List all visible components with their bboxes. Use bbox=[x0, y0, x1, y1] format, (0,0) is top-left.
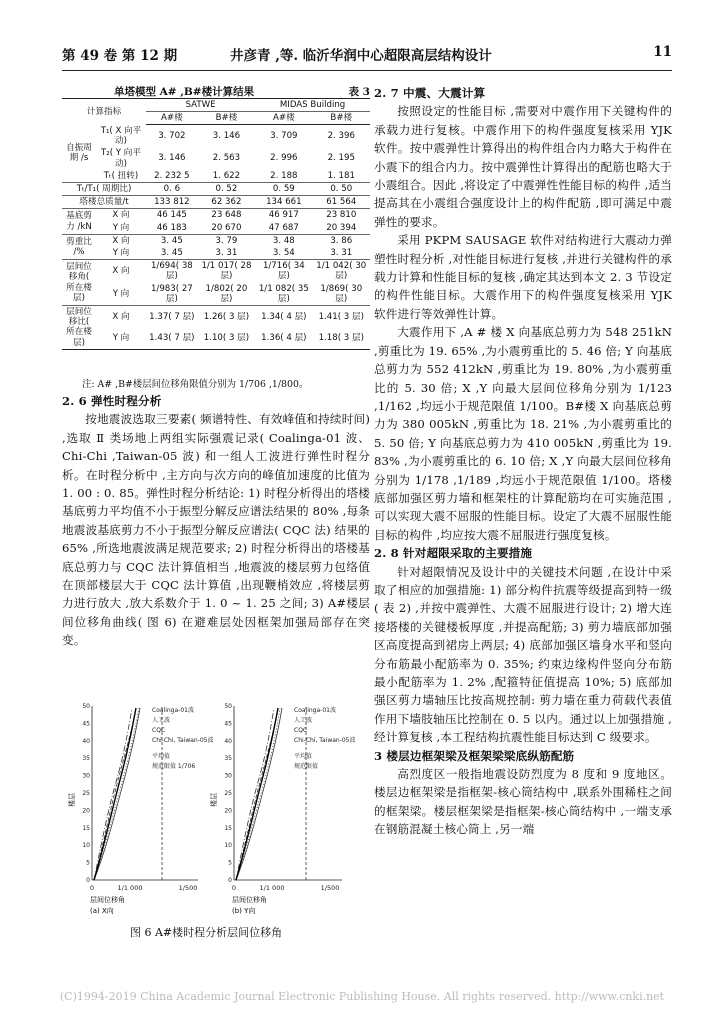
row-period-group: 自振周期 /s bbox=[62, 125, 96, 183]
cell: 3. 146 bbox=[212, 131, 241, 142]
ytick-label: 15 bbox=[224, 824, 232, 832]
ytick-label: 10 bbox=[82, 842, 90, 850]
cell: 1.43( 7 层) bbox=[146, 327, 198, 349]
dir-x: X 向 bbox=[112, 311, 130, 322]
cell: 1.36( 4 层) bbox=[255, 327, 312, 349]
cell: 3. 86 bbox=[330, 235, 353, 246]
cell: 1. 622 bbox=[198, 170, 255, 183]
header-rule bbox=[62, 70, 672, 71]
cell: 1/716( 34 层) bbox=[262, 261, 305, 282]
svg-text:CQC: CQC bbox=[152, 727, 166, 734]
cell: 1. 181 bbox=[313, 170, 370, 183]
dir-y: Y 向 bbox=[96, 247, 146, 260]
right-column bbox=[374, 84, 672, 839]
cell: 1.37( 7 层) bbox=[149, 311, 195, 322]
svg-text:规范限值: 规范限值 bbox=[294, 763, 319, 770]
cell: 2. 996 bbox=[270, 153, 298, 164]
cell: 1/802( 20 层) bbox=[198, 283, 255, 306]
cell: 133 812 bbox=[146, 196, 198, 209]
cell: 3. 45 bbox=[146, 247, 198, 260]
cell: 0. 6 bbox=[146, 182, 198, 195]
th-satwe: SATWE bbox=[146, 99, 255, 112]
th-b1: B#楼 bbox=[198, 112, 255, 125]
cell: 3. 31 bbox=[313, 247, 370, 260]
cell: 3. 48 bbox=[272, 235, 295, 246]
cell: 1.18( 3 层) bbox=[313, 327, 370, 349]
row-t1: T₁( X 向平动) bbox=[100, 125, 142, 147]
row-drift: 层间位移角( 所在楼层) bbox=[62, 260, 96, 306]
curve-chichi-b bbox=[236, 708, 274, 880]
cell: 23 648 bbox=[211, 210, 242, 221]
ytick-label: 5 bbox=[228, 859, 232, 867]
cell: 61 564 bbox=[313, 196, 370, 209]
cell: 46 145 bbox=[156, 210, 187, 221]
ytick-label: 0 bbox=[86, 877, 90, 884]
cell: 1/1 082( 35 层) bbox=[255, 283, 312, 306]
subplot-a bbox=[67, 703, 214, 915]
cell: 3. 79 bbox=[215, 235, 238, 246]
svg-text:Chi-Chi, Taiwan-05波: Chi-Chi, Taiwan-05波 bbox=[294, 737, 356, 744]
ytick-label: 45 bbox=[224, 720, 232, 728]
dir-x: X 向 bbox=[112, 210, 130, 221]
table-note: 注: A# ,B#楼层间位移角限值分别为 1/706 ,1/800。 bbox=[82, 379, 309, 390]
section-2-6-body: 按地震波选取三要素( 频谱特性、有效峰值和持续时间) ,选取 Ⅱ 类场地上两组实际强震记录( Coalinga-01 波、Chi-Chi ,Taiwan-05 波) 和一组人工波进行弹性时程分析。在时程分析中 ,主方向与次方向的峰值加速度的比值为 1. 00 : 0. 85。弹性时程分析结论: 1) 时程分析得出的塔楼基底剪力平均值不小于振型分解反应谱法结果的 80% ,每条地震波基底剪力不小于振型分解反应谱法( CQC 法) 结果的 65% ,所选地震波满足规范要求; 2) 时程分析得出的塔楼基底总剪力与 CQC 法计算值相当 ,地震波的楼层剪力包络值在顶部楼层大于 CQC 法计算值 ,出现鞭梢效应 ,将楼层剪力进行放大 ,放大系数介于 1. 0 ~ 1. 25 之间; 3) A#楼层间位移角曲线( 图 6) 在避难层处因框架加强局部存在突变。 bbox=[62, 412, 370, 648]
cell: 0. 59 bbox=[255, 182, 312, 195]
ytick-label: 30 bbox=[224, 772, 232, 780]
svg-text:1/1 000: 1/1 000 bbox=[117, 884, 143, 892]
subcaption-b: (b) Y向 bbox=[232, 907, 256, 915]
row-t2: T₂( Y 向平动) bbox=[101, 148, 141, 169]
ytick-label: 0 bbox=[228, 877, 232, 884]
ytick-label: 40 bbox=[82, 737, 90, 745]
table-caption bbox=[114, 84, 370, 99]
svg-text:Coalinga-01波: Coalinga-01波 bbox=[152, 707, 194, 714]
journal-volume: 第 49 卷 第 12 期 bbox=[62, 48, 178, 64]
left-column bbox=[62, 392, 370, 650]
section-2-8-heading: 2. 8 针对超限采取的主要措施 bbox=[374, 546, 533, 561]
table-number: 表 3 bbox=[348, 86, 370, 98]
cell: 23 810 bbox=[326, 210, 357, 221]
ytick-label: 25 bbox=[82, 790, 90, 797]
cell: 3. 146 bbox=[158, 153, 186, 164]
cell: 134 661 bbox=[255, 196, 312, 209]
cell: 62 362 bbox=[198, 196, 255, 209]
row-ratio: Tₜ/T₁( 周期比) bbox=[62, 182, 146, 195]
cell: 1/983( 27 层) bbox=[146, 283, 198, 306]
row-disp-ratio: 层间位移比( 所在楼层) bbox=[62, 305, 96, 349]
xlabel-b: 层间位移角 bbox=[232, 896, 267, 904]
ytick-label: 50 bbox=[224, 703, 232, 710]
ytick-label: 25 bbox=[224, 790, 232, 797]
th-a2: A#楼 bbox=[255, 112, 312, 125]
yticks-b bbox=[224, 703, 232, 884]
page-number: 11 bbox=[653, 44, 672, 60]
cell: 2. 396 bbox=[327, 131, 355, 142]
figure-6 bbox=[66, 700, 366, 920]
ytick-label: 10 bbox=[224, 842, 232, 850]
cell: 3. 31 bbox=[198, 247, 255, 260]
cell: 3. 702 bbox=[158, 131, 186, 142]
legend-b bbox=[294, 706, 356, 770]
cell: 2. 232 5 bbox=[146, 170, 198, 183]
cell: 2. 195 bbox=[327, 153, 355, 164]
cell: 2. 563 bbox=[212, 153, 241, 164]
cell: 3. 45 bbox=[160, 235, 183, 246]
section-2-6-heading: 2. 6 弹性时程分析 bbox=[62, 394, 162, 408]
svg-text:1/500: 1/500 bbox=[178, 884, 198, 892]
section-2-7-para-3: 大震作用下 ,A # 楼 X 向基底总剪力为 548 251kN ,剪重比为 19. 65% ,为小震剪重比的 5. 46 倍; Y 向基底总剪力为 552 412kN ,剪重比为 19. 80% ,为小震剪重比的 5. 30 倍; X ,Y 向最大层间位移角分别为 1/123 ,1/162 ,均远小于规范限值 1/100。B#楼 X 向基底总剪力为 380 005kN ,剪重比为 18. 21% ,为小震剪重比的 5. 50 倍; Y 向基底总剪力为 410 005kN ,剪重比为 19. 83% ,为小震剪重比的 6. 10 倍; X ,Y 向最大层间位移角分别为 1/178 ,1/189 ,均远小于规范限值 1/100。塔楼底部加强区剪力墙和框架柱的计算配筋均在可实施范围 ,可以实现大震不屈服的性能目标。设定了大震不屈服性能目标的构件 ,均应按大震不屈服进行强度复核。 bbox=[374, 325, 672, 542]
figure-caption: 图 6 A#楼时程分析层间位移角 bbox=[130, 926, 283, 939]
ylabel-b: 楼层 bbox=[210, 793, 218, 807]
curve-chichi-a bbox=[94, 708, 132, 880]
ytick-label: 45 bbox=[82, 720, 90, 728]
running-title: 井彦青 ,等. 临沂华润中心超限高层结构设计 bbox=[230, 48, 492, 64]
ytick-label: 35 bbox=[224, 755, 232, 763]
ytick-label: 30 bbox=[82, 772, 90, 780]
cell: 46 917 bbox=[268, 210, 299, 221]
ytick-label: 35 bbox=[82, 755, 90, 763]
cell: 3. 709 bbox=[270, 131, 298, 142]
cell: 1.41( 3 层) bbox=[318, 311, 364, 322]
section-3-body: 高烈度区一般指地震设防烈度为 8 度和 9 度地区。楼层边框架梁是指框架-核心筒结构中 ,联系外围稀柱之间的框架梁。楼层框架梁是指框架-核心筒结构中 ,一端支承在钢筋混凝土核心筒上 ,另一端 bbox=[374, 767, 672, 837]
ytick-label: 5 bbox=[86, 859, 90, 867]
results-table bbox=[62, 98, 370, 350]
svg-text:0: 0 bbox=[231, 884, 237, 892]
ytick-label: 15 bbox=[82, 824, 90, 832]
dir-y: Y 向 bbox=[96, 222, 146, 235]
cell: 20 670 bbox=[198, 222, 255, 235]
row-mass: 塔楼总质量/t bbox=[62, 196, 146, 209]
ylabel-a: 楼层 bbox=[68, 793, 76, 807]
cell: 0. 50 bbox=[313, 182, 370, 195]
cell: 1/1 042( 30 层) bbox=[316, 261, 367, 282]
svg-text:平均值: 平均值 bbox=[294, 753, 313, 760]
section-2-7-heading: 2. 7 中震、大震计算 bbox=[374, 86, 486, 100]
cell: 46 183 bbox=[146, 222, 198, 235]
yticks-a bbox=[82, 703, 90, 884]
xticks-a bbox=[90, 884, 197, 892]
svg-text:0: 0 bbox=[89, 884, 95, 892]
cell: 3. 54 bbox=[255, 247, 312, 260]
svg-text:Chi-Chi, Taiwan-05波: Chi-Chi, Taiwan-05波 bbox=[152, 737, 214, 744]
svg-text:平均值: 平均值 bbox=[152, 753, 171, 760]
ytick-label: 20 bbox=[224, 807, 232, 815]
svg-text:规范限值 1/706: 规范限值 1/706 bbox=[152, 763, 196, 770]
svg-text:1/1 000: 1/1 000 bbox=[259, 884, 285, 892]
section-3-heading: 3 楼层边框架梁及框架梁梁底纵筋配筋 bbox=[374, 748, 575, 763]
row-t3: Tₜ( 扭转) bbox=[96, 170, 146, 183]
dir-y: Y 向 bbox=[96, 327, 146, 349]
cell: 1/694( 38 层) bbox=[150, 261, 193, 282]
xlabel-a: 层间位移角 bbox=[90, 896, 125, 904]
svg-text:人工波: 人工波 bbox=[152, 717, 171, 724]
table-title: 单塔模型 A# ,B#楼计算结果 bbox=[114, 86, 255, 98]
svg-text:CQC: CQC bbox=[294, 727, 308, 734]
cell: 1/1 017( 28 层) bbox=[201, 261, 252, 282]
cell: 47 687 bbox=[255, 222, 312, 235]
ytick-label: 40 bbox=[224, 737, 232, 745]
cell: 1.10( 3 层) bbox=[198, 327, 255, 349]
section-2-7-para-1: 按照设定的性能目标 ,需要对中震作用下关键构件的承载力进行复核。中震作用下的构件强度复核采用 YJK 软件。按中震弹性计算得出的构件组合内力略大于构件在小震下的组合内力。按中震弹性计算得出的配筋也略大于小震组合。因此 ,将设定了中震弹性性能目标的构件 ,适当提高其在小震组合强度设计上的构件配筋 ,即可满足中震弹性的要求。 bbox=[374, 104, 672, 229]
th-b2: B#楼 bbox=[313, 112, 370, 125]
section-2-8-body: 针对超限情况及设计中的关键技术问题 ,在设计中采取了相应的加强措施: 1) 部分构件抗震等级提高到特一级( 表 2) ,并按中震弹性、大震不屈服进行设计; 2) 增大连接塔楼的关键楼板厚度 ,并提高配筋; 3) 剪力墙底部加强区高度提高到裙房上两层; 4) 底部加强区墙身水平和竖向分布筋最小配筋率为 0. 35%; 约束边缘构件竖向分布筋最小配筋率为 1. 2% ,配箍特征值提高 10%; 5) 底部加强区剪力墙轴压比按高规控制: 剪力墙在重力荷载代表值作用下墙肢轴压比控制在 0. 5 以内。通过以上加强措施 ,经计算复核 ,本工程结构抗震性能目标达到 C 级要求。 bbox=[374, 564, 672, 745]
subplot-b bbox=[209, 703, 356, 915]
cell: 1.34( 4 层) bbox=[261, 311, 307, 322]
section-2-7-para-2: 采用 PKPM SAUSAGE 软件对结构进行大震动力弹塑性时程分析 ,对性能目标进行复核 ,并进行关键构件的承载力计算和性能目标的复核 ,确定其达到本文 2. 3 节设定的构件性能目标。大震作用下的构件强度复核采用 YJK 软件进行等效弹性计算。 bbox=[374, 233, 672, 321]
curve-coalinga-a bbox=[94, 708, 136, 880]
ytick-label: 50 bbox=[82, 703, 90, 710]
subcaption-a: (a) X向 bbox=[90, 907, 114, 915]
th-a1: A#楼 bbox=[146, 112, 198, 125]
th-metric: 计算指标 bbox=[62, 99, 146, 125]
xticks-b bbox=[232, 884, 339, 892]
dir-x: X 向 bbox=[112, 235, 130, 246]
cell: 1/869( 30 层) bbox=[313, 283, 370, 306]
svg-text:Coalinga-01波: Coalinga-01波 bbox=[294, 707, 336, 714]
cell: 2. 188 bbox=[255, 170, 312, 183]
svg-text:人工波: 人工波 bbox=[294, 717, 313, 724]
dir-x: X 向 bbox=[112, 266, 130, 277]
page-header bbox=[62, 44, 672, 66]
row-shear-ratio: 剪重比 /% bbox=[62, 234, 96, 259]
copyright-footer: (C)1994-2019 China Academic Journal Electronic Publishing House. All rights reserved. http://www.cnki.net bbox=[59, 990, 665, 1003]
th-midas: MIDAS Building bbox=[255, 99, 370, 112]
svg-text:1/500: 1/500 bbox=[320, 884, 340, 892]
cell: 20 394 bbox=[313, 222, 370, 235]
ytick-label: 20 bbox=[82, 807, 90, 815]
dir-y: Y 向 bbox=[96, 283, 146, 306]
cell: 0. 52 bbox=[198, 182, 255, 195]
curve-coalinga-b bbox=[236, 708, 278, 880]
legend-a bbox=[152, 706, 214, 770]
cell: 1.26( 3 层) bbox=[203, 311, 250, 322]
row-shear: 基底剪力 /kN bbox=[62, 209, 96, 234]
